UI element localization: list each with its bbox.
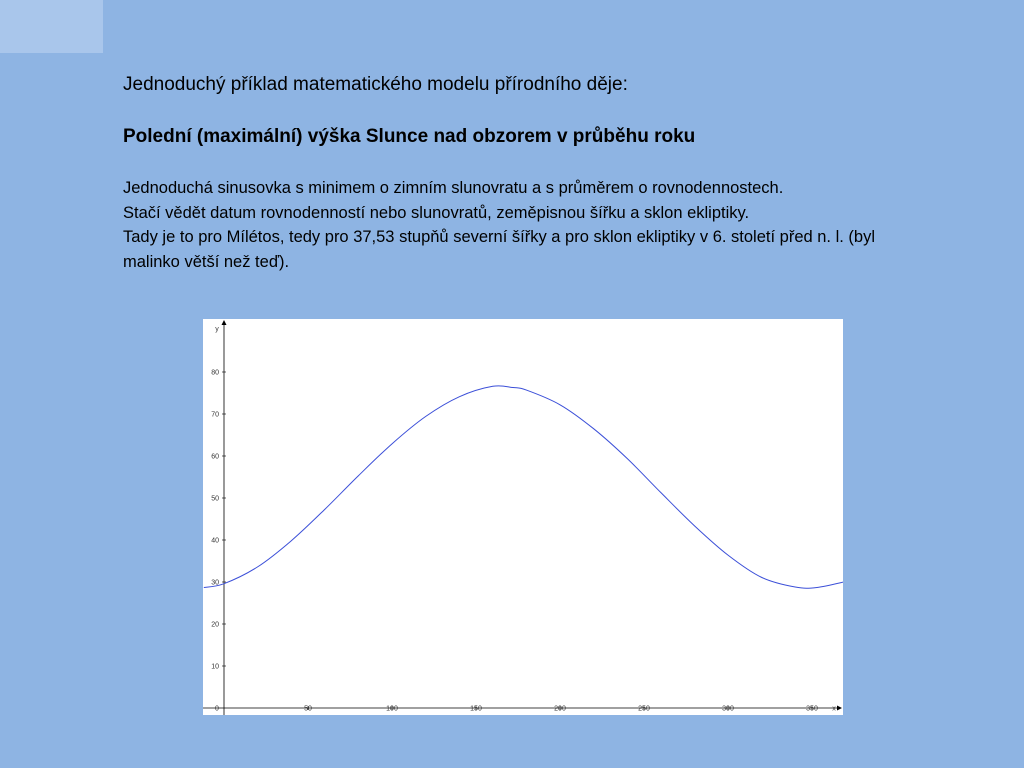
origin-label: 0 <box>215 705 219 713</box>
description-line: Tady je to pro Mílétos, tedy pro 37,53 stupňů severní šířky a pro sklon ekliptiky v 6. století před n. l. (byl malinko větší než teď). <box>123 228 876 271</box>
y-tick-label: 80 <box>211 369 219 377</box>
y-tick-label: 30 <box>211 579 219 587</box>
x-tick-label: 200 <box>554 705 566 713</box>
x-axis-arrow <box>837 706 842 711</box>
chart-container <box>203 319 843 715</box>
corner-panel <box>0 0 103 53</box>
x-tick-label: 100 <box>386 705 398 713</box>
sun-height-chart <box>203 319 843 715</box>
y-tick-label: 20 <box>211 621 219 629</box>
x-tick-label: 50 <box>304 705 312 713</box>
intro-text: Jednoduchý příklad matematického modelu přírodního děje: <box>123 74 628 95</box>
x-tick-label: 250 <box>638 705 650 713</box>
slide-headline: Polední (maximální) výška Slunce nad obzorem v průběhu roku <box>123 126 696 147</box>
description <box>123 176 903 274</box>
x-axis-label: x <box>832 705 836 713</box>
y-tick-label: 40 <box>211 537 219 545</box>
x-tick-label: 300 <box>722 705 734 713</box>
y-axis-label: y <box>215 326 219 333</box>
x-tick-label: 150 <box>470 705 482 713</box>
description-line: Jednoduchá sinusovka s minimem o zimním slunovratu a s průměrem o rovnodennostech. <box>123 179 784 197</box>
y-tick-label: 50 <box>211 495 219 503</box>
y-axis-arrow <box>222 320 227 325</box>
slide-text <box>123 72 903 274</box>
x-tick-label: 350 <box>806 705 818 713</box>
description-line: Stačí vědět datum rovnodenností nebo slunovratů, zeměpisnou šířku a sklon ekliptiky. <box>123 203 750 222</box>
sun-height-curve <box>204 386 843 588</box>
y-tick-label: 70 <box>211 411 219 419</box>
y-tick-label: 60 <box>211 453 219 461</box>
y-tick-label: 10 <box>211 663 219 671</box>
